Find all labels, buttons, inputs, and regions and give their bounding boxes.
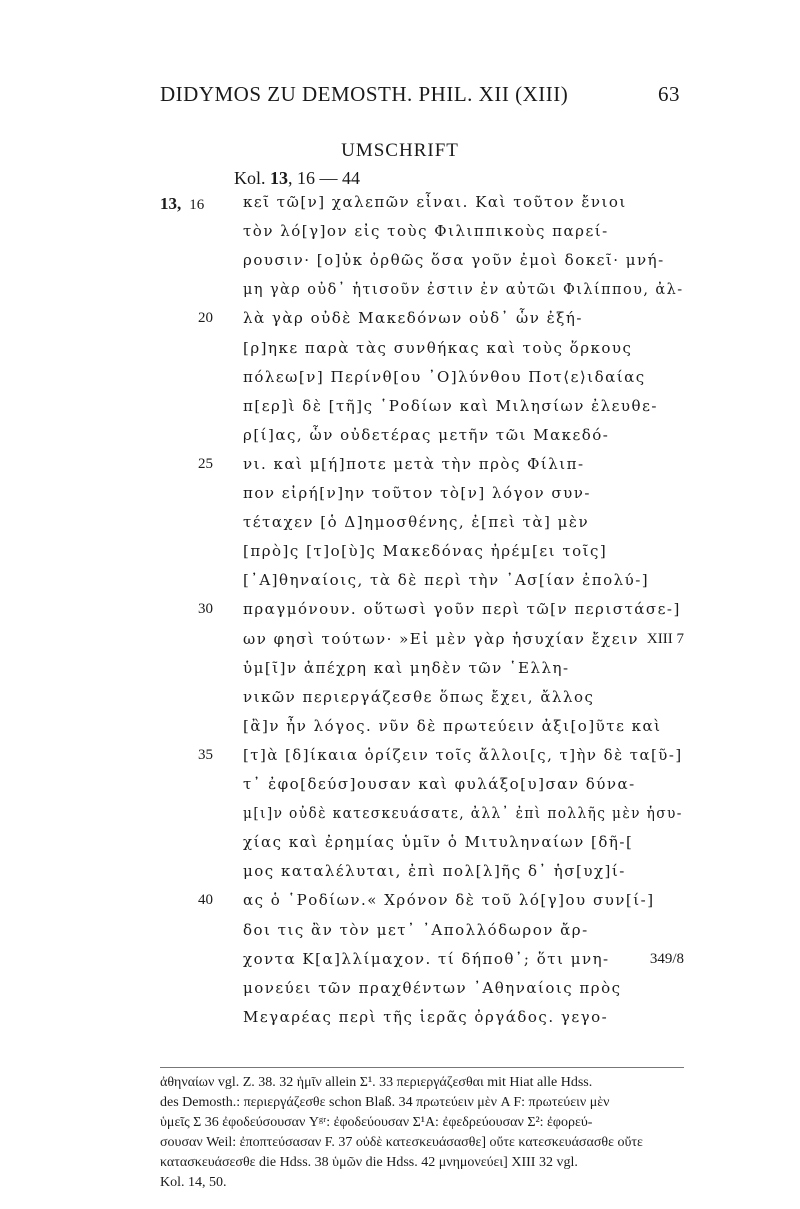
footnote-divider xyxy=(160,1067,684,1068)
column-label: Kol. xyxy=(234,168,270,188)
column-reference xyxy=(234,168,360,189)
text-line: [ἂ]ν ἦν λόγος. νῦν δὲ πρωτεύειν ἀξι[ο]ῦτε καὶ xyxy=(243,716,662,735)
text-line: ρουσιν· [ο]ὐκ ὀρθῶς ὅσα γοῦν ἐμοὶ δοκεῖ· μνή- xyxy=(243,251,665,270)
running-title: DIDYMOS ZU DEMOSTH. PHIL. XII (XIII) xyxy=(160,82,569,106)
text-line: τὸν λό[γ]ον εἰς τοὺς Φιλιππικοὺς παρεί- xyxy=(243,222,609,241)
text-line: νι. καὶ μ[ή]ποτε μετὰ τὴν πρὸς Φίλιπ- xyxy=(243,454,585,473)
text-line: π[ερ]ὶ δὲ [τῆ]ς ῾Ροδίων καὶ Μιλησίων ἐλευθε- xyxy=(243,396,658,415)
text-line: [ρ]ηκε παρὰ τὰς συνθήκας καὶ τοὺς ὅρκους xyxy=(243,338,633,357)
page-number: 63 xyxy=(658,82,680,106)
margin-reference: XIII 7 xyxy=(646,630,684,647)
text-line: τέταχεν [ὁ Δ]ημοσθένης, ἐ[πεὶ τὰ] μὲν xyxy=(243,513,590,532)
text-line: μ[ι]ν οὐδὲ κατεσκευάσατε, ἀλλ᾽ ἐπὶ πολλῆς μὲν ἡσυ- xyxy=(243,804,683,823)
line-number: 35 xyxy=(198,746,213,763)
column-number-marker: 13, xyxy=(160,194,182,213)
text-line: [᾽Α]θηναίοις, τὰ δὲ περὶ τὴν ᾽Ασ[ίαν ἐπολύ-] xyxy=(243,571,650,590)
footnote-line: ἀθηναίων vgl. Z. 38. 32 ἡμῖν allein Σ¹. 33 περιεργάζεσθαι mit Hiat alle Hdss. xyxy=(160,1075,593,1090)
column-number: 13 xyxy=(270,168,288,188)
line-number: 25 xyxy=(198,455,213,472)
text-line: μος καταλέλυται, ἐπὶ πολ[λ]ῆς δ᾽ ἡσ[υχ]ί- xyxy=(243,862,626,881)
text-line: λὰ γὰρ οὐδὲ Μακεδόνων οὐδ᾽ ὧν ἐξή- xyxy=(243,309,583,328)
line-number xyxy=(160,194,204,214)
text-line: ὑμ[ῖ]ν ἀπέχρη καὶ μηδὲν τῶν ῾Ελλη- xyxy=(243,658,570,677)
line-number: 20 xyxy=(198,310,213,327)
footnote-line: des Demosth.: περιεργάζεσθε schon Blaß. 34 πρωτεύειν μὲν A F: πρωτεύειν μὲν xyxy=(160,1095,610,1110)
text-line: νικῶν περιεργάζεσθε ὅπως ἔχει, ἄλλος xyxy=(243,687,595,706)
text-line: [τ]ὰ [δ]ίκαια ὁρίζειν τοῖς ἄλλοι[ς, τ]ὴν δὲ τα[ῦ-] xyxy=(243,745,683,764)
text-line: Μεγαρέας περὶ τῆς ἱερᾶς ὀργάδος. γεγο- xyxy=(243,1007,609,1026)
footnote-line: ὑμεῖς Σ 36 ἐφοδεύσουσαν Yᵍʳ: ἐφοδεύουσαν Σ¹A: ἐφεδρεύουσαν Σ²: ἐφορεύ- xyxy=(160,1115,593,1130)
text-line: [πρὸ]ς [τ]ο[ὺ]ς Μακεδόνας ἠρέμ[ει τοῖς] xyxy=(243,542,608,561)
text-line: πραγμόνουν. οὕτωσὶ γοῦν περὶ τῶ[ν περιστάσε-] xyxy=(243,600,681,619)
footnote-line: Kol. 14, 50. xyxy=(160,1175,227,1190)
text-line: χοντα Κ[α]λλίμαχον. τί δήποθ᾽; ὅτι μνη- xyxy=(243,949,610,968)
line-range: , 16 — 44 xyxy=(288,168,360,188)
text-line: ας ὁ ῾Ροδίων.« Χρόνον δὲ τοῦ λό[γ]ου συν[ί-] xyxy=(243,891,655,910)
text-line: ρ[ί]ας, ὧν οὐδετέρας μετῆν τῶι Μακεδό- xyxy=(243,425,610,444)
text-line: τ᾽ ἐφο[δεύσ]ουσαν καὶ φυλάξο[υ]σαν δύνα- xyxy=(243,775,636,793)
text-line: πόλεω[ν] Περίνθ[ου ᾽Ο]λύνθου Ποτ⟨ε⟩ιδαίας xyxy=(243,367,646,386)
text-line: μονεύει τῶν πραχθέντων ᾽Αθηναίοις πρὸς xyxy=(243,978,622,997)
footnote-line: κατασκευάσεσθε die Hdss. 38 ὑμῶν die Hdss. 42 μνημονεύει] XIII 32 vgl. xyxy=(160,1155,578,1170)
apparatus-criticus xyxy=(160,1073,684,1193)
footnote-line: σουσαν Weil: ἐποπτεύσασαν F. 37 οὐδὲ κατεσκευάσασθε] οὔτε κατεσκευάσασθε οὔτε xyxy=(160,1135,643,1150)
text-line: δοι τις ἂν τὸν μετ᾽ ᾽Απολλόδωρον ἄρ- xyxy=(243,920,589,939)
text-line: πον εἰρή[ν]ην τοῦτον τὸ[ν] λόγον συν- xyxy=(243,484,591,502)
text-line: ων φησὶ τούτων· »Εἰ μὲν γὰρ ἡσυχίαν ἔχειν xyxy=(243,629,640,648)
line-number: 40 xyxy=(198,892,213,909)
section-title: UMSCHRIFT xyxy=(341,140,459,161)
text-line: χίας καὶ ἐρημίας ὑμῖν ὁ Μιτυληναίων [δῆ-[ xyxy=(243,833,634,852)
margin-reference: 349/8 xyxy=(649,950,684,967)
text-line: μη γὰρ οὐδ᾽ ἡτισοῦν ἐστιν ἐν αὐτῶι Φιλίππου, ἀλ- xyxy=(243,280,684,299)
line-number-value: 16 xyxy=(189,197,205,213)
text-line: κεῖ τῶ[ν] χαλεπῶν εἶναι. Καὶ τοῦτον ἔνιοι xyxy=(243,193,627,211)
line-number: 30 xyxy=(198,601,213,618)
